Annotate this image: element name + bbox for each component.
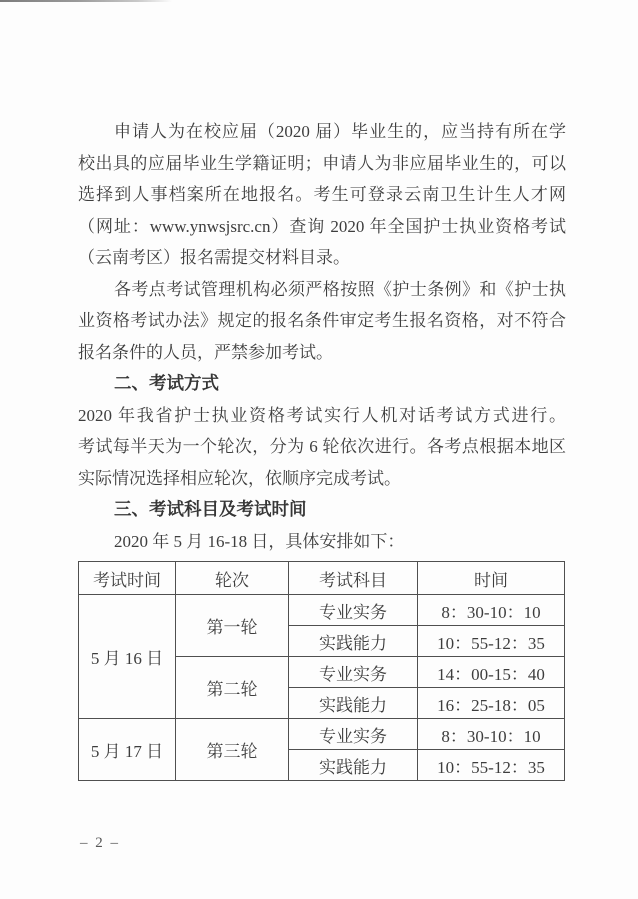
cell-time: 8：30-10：10	[418, 719, 565, 750]
cell-subject: 专业实务	[289, 719, 418, 750]
paragraph-line: （云南考区）报名需提交材料目录。	[78, 248, 350, 267]
cell-round: 第三轮	[176, 719, 289, 781]
cell-time: 10：55-12：35	[418, 750, 565, 781]
cell-exam-date: 5 月 17 日	[79, 719, 176, 781]
column-header-round: 轮次	[176, 562, 289, 595]
cell-subject: 实践能力	[289, 688, 418, 719]
section-heading-exam-subjects-time: 三、考试科目及考试时间	[114, 499, 307, 519]
cell-round: 第一轮	[176, 595, 289, 657]
paragraph-line: 各考点考试管理机构必须严格按照《护士条例》和《护士执	[114, 279, 566, 299]
column-header-exam-subject: 考试科目	[289, 562, 418, 595]
cell-time: 10：55-12：35	[418, 626, 565, 657]
paragraph-line: 实际情况选择相应轮次，依顺序完成考试。	[78, 468, 401, 488]
cell-exam-date: 5 月 16 日	[79, 595, 176, 719]
table-row	[79, 719, 565, 750]
paragraph-line: 选择到人事档案所在地报名。考生可登录云南卫生计生人才网	[78, 185, 566, 204]
paragraph-line: 2020 年我省护士执业资格考试实行人机对话考试方式进行。	[78, 405, 566, 425]
table-header-row	[79, 562, 565, 595]
cell-subject: 专业实务	[289, 595, 418, 626]
cell-subject: 实践能力	[289, 750, 418, 781]
column-header-exam-date: 考试时间	[79, 562, 176, 595]
section-heading-exam-method: 二、考试方式	[114, 373, 219, 393]
exam-schedule-table	[78, 561, 565, 781]
document-body	[78, 116, 566, 557]
column-header-time: 时间	[418, 562, 565, 595]
paragraph-line: 申请人为在校应届（2020 届）毕业生的，应当持有所在学	[114, 122, 566, 141]
paragraph-line: 考试每半天为一个轮次，分为 6 轮依次进行。各考点根据本地区	[78, 437, 566, 456]
scan-edge-artifact	[0, 0, 172, 2]
page-number: – 2 –	[80, 835, 120, 851]
table-row	[79, 595, 565, 626]
cell-time: 14：00-15：40	[418, 657, 565, 688]
paragraph-line: （网址：www.ynwsjsrc.cn）查询 2020 年全国护士执业资格考试	[78, 216, 566, 236]
cell-time: 8：30-10：10	[418, 595, 565, 626]
cell-subject: 实践能力	[289, 626, 418, 657]
cell-time: 16：25-18：05	[418, 688, 565, 719]
cell-round: 第二轮	[176, 657, 289, 719]
paragraph-line: 业资格考试办法》规定的报名条件审定考生报名资格，对不符合	[78, 311, 566, 330]
paragraph-line: 校出具的应届毕业生学籍证明；申请人为非应届毕业生的，可以	[78, 153, 566, 173]
paragraph-line: 报名条件的人员，严禁参加考试。	[78, 342, 333, 362]
paragraph-line: 2020 年 5 月 16-18 日，具体安排如下：	[114, 531, 405, 551]
cell-subject: 专业实务	[289, 657, 418, 688]
